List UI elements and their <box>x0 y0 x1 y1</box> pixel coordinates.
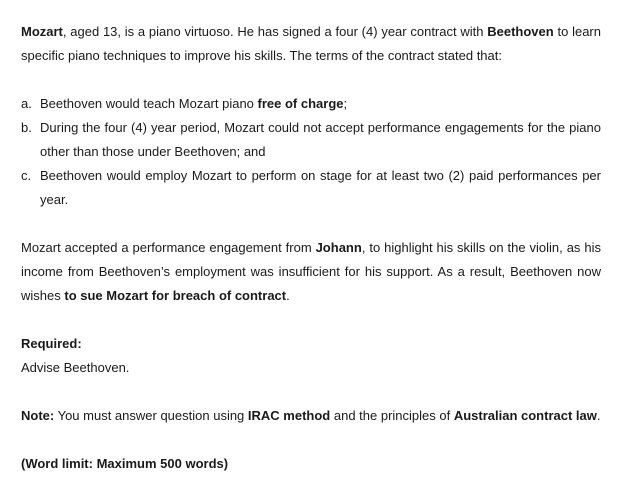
list-item-term-c: c. Beethoven would employ Mozart to perform on stage for at least two (2) paid performances per year. <box>21 168 601 207</box>
note-paragraph: Note: You must answer question using IRAC method and the principles of Australian contract law. <box>21 408 601 423</box>
spacer <box>21 68 601 92</box>
spacer <box>21 212 601 236</box>
spacer <box>21 428 601 452</box>
required-text: Advise Beethoven. <box>21 360 130 375</box>
spacer <box>21 380 601 404</box>
contract-terms-list <box>21 92 601 212</box>
name-johann: Johann <box>315 240 362 255</box>
spacer <box>21 308 601 332</box>
list-item-term-a: a. Beethoven would teach Mozart piano free of charge; <box>21 96 348 111</box>
breach-paragraph: Mozart accepted a performance engagement from Johann, to highlight his skills on the violin, as his income from Beethoven’s employment was insufficient for his support. As a result, Beethoven now wishes to sue Mozart for breach of contract. <box>21 240 601 303</box>
word-limit: (Word limit: Maximum 500 words) <box>21 456 229 471</box>
list-item-term-b: b. During the four (4) year period, Mozart could not accept performance engagements for the piano other than those under Beethoven; and <box>21 120 601 159</box>
name-beethoven: Beethoven <box>487 24 554 39</box>
required-heading: Required: <box>21 336 82 351</box>
name-mozart: Mozart <box>21 24 63 39</box>
scenario-paragraph: Mozart, aged 13, is a piano virtuoso. He has signed a four (4) year contract with Beethoven to learn specific piano techniques to improve his skills. The terms of the contract stated that: <box>21 24 601 63</box>
document-body <box>21 20 601 476</box>
